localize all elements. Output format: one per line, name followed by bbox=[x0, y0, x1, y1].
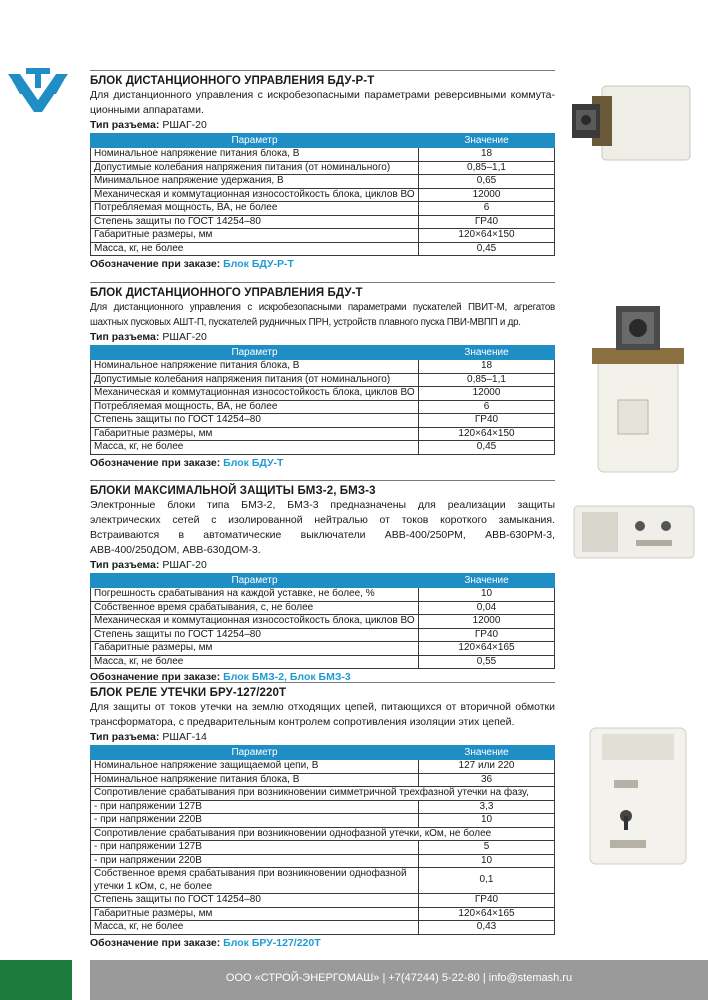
param-cell: Погрешность срабатывания на каждой уставке, не более, % bbox=[91, 588, 419, 602]
connector-type: Тип разъема: РШАГ-20 bbox=[90, 559, 207, 571]
order-value: Блок БДУ-Р-Т bbox=[223, 258, 294, 270]
param-cell: - при напряжении 220В bbox=[91, 854, 419, 868]
param-cell: Механическая и коммутационная износостойкость блока, циклов ВО bbox=[91, 387, 419, 401]
param-cell: Номинальное напряжение питания блока, В bbox=[91, 360, 419, 374]
section-title: БЛОКИ МАКСИМАЛЬНОЙ ЗАЩИТЫ БМЗ-2, БМЗ-3 bbox=[90, 485, 376, 497]
param-cell: Масса, кг, не более bbox=[91, 242, 419, 256]
value-cell: 10 bbox=[419, 814, 555, 828]
param-cell: - при напряжении 127В bbox=[91, 841, 419, 855]
param-cell: Допустимые колебания напряжения питания (от номинального) bbox=[91, 161, 419, 175]
value-cell: 18 bbox=[419, 360, 555, 374]
table-row bbox=[91, 760, 555, 774]
page-footer bbox=[0, 960, 708, 1000]
table-row bbox=[91, 229, 555, 243]
table-row bbox=[91, 787, 555, 801]
value-cell: 120×64×165 bbox=[419, 907, 555, 921]
table-row bbox=[91, 414, 555, 428]
section-bru bbox=[90, 682, 555, 949]
order-designation: Обозначение при заказе: Блок БДУ-Р-Т bbox=[90, 258, 294, 270]
value-cell: ГР40 bbox=[419, 894, 555, 908]
table-row bbox=[91, 427, 555, 441]
param-cell: Номинальное напряжение питания блока, В bbox=[91, 773, 419, 787]
table-row bbox=[91, 202, 555, 216]
header-param: Параметр bbox=[91, 574, 419, 588]
product-photo-bmz bbox=[570, 500, 698, 569]
value-cell: 10 bbox=[419, 588, 555, 602]
value-cell: 6 bbox=[419, 202, 555, 216]
table-row bbox=[91, 894, 555, 908]
table-row bbox=[91, 148, 555, 162]
section-divider bbox=[90, 70, 555, 71]
product-photo-bru bbox=[580, 720, 696, 875]
table-row bbox=[91, 800, 555, 814]
connector-type: Тип разъема: РШАГ-20 bbox=[90, 119, 207, 131]
spec-table bbox=[90, 745, 555, 935]
product-photo-bdu-t bbox=[578, 300, 696, 481]
param-cell: Масса, кг, не более bbox=[91, 441, 419, 455]
header-value: Значение bbox=[419, 746, 555, 760]
table-row bbox=[91, 628, 555, 642]
section-description: Для дистанционного управления с искробезопасными параметрами реверсивными коммута-ционными аппаратами. bbox=[90, 89, 555, 116]
param-cell: Масса, кг, не более bbox=[91, 921, 419, 935]
value-cell: 6 bbox=[419, 400, 555, 414]
section-description: Для защиты от токов утечки на землю отходящих цепей, питающихся от вторичной обмотки трансформатора, с предварительным контролем сопротивления изоляции этих цепей. bbox=[90, 701, 555, 728]
table-row bbox=[91, 655, 555, 669]
value-cell: 0,65 bbox=[419, 175, 555, 189]
table-row bbox=[91, 921, 555, 935]
header-value: Значение bbox=[419, 134, 555, 148]
order-value: Блок БМЗ-2, Блок БМЗ-3 bbox=[223, 671, 351, 683]
spec-table bbox=[90, 133, 555, 256]
param-cell: Минимальное напряжение удержания, В bbox=[91, 175, 419, 189]
value-cell: 0,55 bbox=[419, 655, 555, 669]
section-divider bbox=[90, 682, 555, 683]
param-cell: Допустимые колебания напряжения питания (от номинального) bbox=[91, 373, 419, 387]
param-cell: Потребляемая мощность, ВА, не более bbox=[91, 400, 419, 414]
value-cell: 127 или 220 bbox=[419, 760, 555, 774]
header-param: Параметр bbox=[91, 746, 419, 760]
order-designation: Обозначение при заказе: Блок БРУ-127/220Т bbox=[90, 936, 321, 949]
table-row bbox=[91, 601, 555, 615]
value-cell: 10 bbox=[419, 854, 555, 868]
value-cell: 36 bbox=[419, 773, 555, 787]
header-value: Значение bbox=[419, 574, 555, 588]
spec-table bbox=[90, 345, 555, 455]
section-divider bbox=[90, 282, 555, 283]
value-cell: 0,43 bbox=[419, 921, 555, 935]
value-cell: 3,3 bbox=[419, 800, 555, 814]
value-cell: 12000 bbox=[419, 387, 555, 401]
value-cell: 0,85–1,1 bbox=[419, 373, 555, 387]
header-param: Параметр bbox=[91, 134, 419, 148]
table-row bbox=[91, 175, 555, 189]
param-cell: Степень защиты по ГОСТ 14254–80 bbox=[91, 894, 419, 908]
param-cell: Степень защиты по ГОСТ 14254–80 bbox=[91, 215, 419, 229]
param-cell: Степень защиты по ГОСТ 14254–80 bbox=[91, 628, 419, 642]
value-cell: 120×64×165 bbox=[419, 642, 555, 656]
value-cell: ГР40 bbox=[419, 414, 555, 428]
table-row bbox=[91, 441, 555, 455]
param-cell: Собственное время срабатывания при возникновении однофазной утечки 1 кОм, с, не более bbox=[91, 868, 419, 894]
value-cell: 0,45 bbox=[419, 441, 555, 455]
table-row bbox=[91, 814, 555, 828]
value-cell: 0,1 bbox=[419, 868, 555, 894]
order-value: Блок БРУ-127/220Т bbox=[223, 936, 321, 949]
value-cell: 120×64×150 bbox=[419, 229, 555, 243]
order-value: Блок БДУ-Т bbox=[223, 456, 284, 469]
connector-type: Тип разъема: РШАГ-20 bbox=[90, 331, 207, 343]
param-cell: Габаритные размеры, мм bbox=[91, 907, 419, 921]
value-cell: ГР40 bbox=[419, 628, 555, 642]
section-title: БЛОК ДИСТАНЦИОННОГО УПРАВЛЕНИЯ БДУ-Т bbox=[90, 287, 363, 299]
table-row bbox=[91, 373, 555, 387]
param-cell: - при напряжении 220В bbox=[91, 814, 419, 828]
table-row bbox=[91, 854, 555, 868]
section-bmz bbox=[90, 480, 555, 683]
table-row bbox=[91, 387, 555, 401]
param-cell: Габаритные размеры, мм bbox=[91, 642, 419, 656]
table-row bbox=[91, 827, 555, 841]
section-divider bbox=[90, 480, 555, 481]
header-param: Параметр bbox=[91, 346, 419, 360]
header-value: Значение bbox=[419, 346, 555, 360]
section-title: БЛОК ДИСТАНЦИОННОГО УПРАВЛЕНИЯ БДУ-Р-Т bbox=[90, 75, 375, 87]
param-cell: Механическая и коммутационная износостойкость блока, циклов ВО bbox=[91, 615, 419, 629]
param-cell: Сопротивление срабатывания при возникновении однофазной утечки, кОм, не более bbox=[91, 827, 555, 841]
connector-type: Тип разъема: РШАГ-14 bbox=[90, 731, 207, 743]
value-cell: 5 bbox=[419, 841, 555, 855]
value-cell: 0,04 bbox=[419, 601, 555, 615]
table-row bbox=[91, 841, 555, 855]
table-row bbox=[91, 588, 555, 602]
section-bdu-t bbox=[90, 282, 555, 469]
section-description: Электронные блоки типа БМЗ-2, БМЗ-3 предназначены для реализации защиты электрических сетей с изолированной нейтралью от токов короткого замыкания. Встраиваются в автоматические выключатели АВВ-400/250РМ, АВВ-630РМ-3, АВВ-400/250ДОМ, АВВ-630ДОМ-3. bbox=[90, 499, 555, 556]
table-row bbox=[91, 642, 555, 656]
param-cell: Потребляемая мощность, ВА, не более bbox=[91, 202, 419, 216]
footer-contacts: ООО «СТРОЙ-ЭНЕРГОМАШ» | +7(47244) 5-22-80 | info@stemash.ru bbox=[225, 972, 573, 984]
value-cell: 120×64×150 bbox=[419, 427, 555, 441]
table-row bbox=[91, 615, 555, 629]
table-row bbox=[91, 360, 555, 374]
table-row bbox=[91, 215, 555, 229]
spec-table bbox=[90, 573, 555, 669]
table-row bbox=[91, 161, 555, 175]
order-designation: Обозначение при заказе: Блок БДУ-Т bbox=[90, 456, 284, 469]
company-logo bbox=[6, 66, 70, 118]
param-cell: Сопротивление срабатывания при возникновении симметричной трехфазной утечки на фазу, bbox=[91, 787, 555, 801]
param-cell: Степень защиты по ГОСТ 14254–80 bbox=[91, 414, 419, 428]
table-row bbox=[91, 188, 555, 202]
value-cell: 18 bbox=[419, 148, 555, 162]
table-row bbox=[91, 907, 555, 921]
order-designation: Обозначение при заказе: Блок БМЗ-2, Блок БМЗ-3 bbox=[90, 671, 351, 683]
table-row bbox=[91, 773, 555, 787]
value-cell: 12000 bbox=[419, 188, 555, 202]
table-row bbox=[91, 400, 555, 414]
value-cell: 12000 bbox=[419, 615, 555, 629]
value-cell: 0,85–1,1 bbox=[419, 161, 555, 175]
section-bdu-r-t bbox=[90, 70, 555, 270]
product-photo-bdu-r-t bbox=[566, 82, 694, 169]
table-row bbox=[91, 242, 555, 256]
param-cell: Номинальное напряжение питания блока, В bbox=[91, 148, 419, 162]
value-cell: ГР40 bbox=[419, 215, 555, 229]
param-cell: Габаритные размеры, мм bbox=[91, 427, 419, 441]
param-cell: Номинальное напряжение защищаемой цепи, В bbox=[91, 760, 419, 774]
param-cell: Механическая и коммутационная износостойкость блока, циклов ВО bbox=[91, 188, 419, 202]
param-cell: Собственное время срабатывания, с, не более bbox=[91, 601, 419, 615]
section-title: БЛОК РЕЛЕ УТЕЧКИ БРУ-127/220Т bbox=[90, 687, 287, 699]
section-description: Для дистанционного управления с искробезопасными параметрами пускателей ПВИТ-М, агрегатов шахтных пусковых АШТ-П, пускателей рудничных ПРН, устройств плавного пуска ПВИ-МВПП и др. bbox=[90, 302, 555, 328]
param-cell: Масса, кг, не более bbox=[91, 655, 419, 669]
table-row bbox=[91, 868, 555, 894]
param-cell: Габаритные размеры, мм bbox=[91, 229, 419, 243]
footer-accent bbox=[0, 960, 72, 1000]
value-cell: 0,45 bbox=[419, 242, 555, 256]
param-cell: - при напряжении 127В bbox=[91, 800, 419, 814]
